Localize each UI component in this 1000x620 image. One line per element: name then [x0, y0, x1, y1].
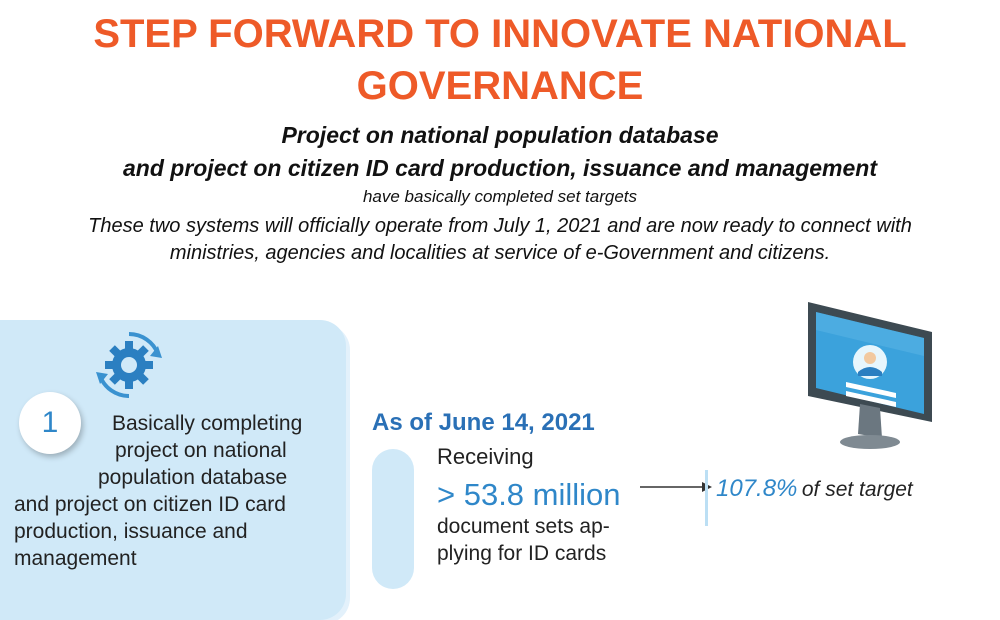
percent-of-target — [716, 477, 913, 501]
percent-value: 107.8% — [716, 475, 798, 502]
page-title-line2: GOVERNANCE — [356, 64, 644, 108]
gear-refresh-icon — [92, 328, 166, 402]
document-sets-desc-line2: plying for ID cards — [437, 542, 607, 565]
as-of-date: As of June 14, 2021 — [372, 409, 595, 436]
divider-line — [705, 470, 708, 526]
step-text-line1: Basically completing — [112, 412, 303, 435]
step-text-line3: population database — [98, 466, 288, 489]
subtitle-line3: have basically completed set targets — [362, 187, 638, 206]
subtitle-bold-line1: Project on national population database — [281, 122, 719, 148]
subtitle-line4: These two systems will officially operate from July 1, 2021 and are now ready to connect with — [88, 215, 912, 237]
receiving-label: Receiving — [437, 444, 534, 469]
arrow-right-icon — [640, 480, 712, 494]
computer-monitor-user-icon — [800, 296, 940, 456]
subtitle-bold-line2: and project on citizen ID card production, issuance and management — [122, 155, 878, 181]
subtitle-line5: ministries, agencies and localities at service of e-Government and citizens. — [169, 242, 831, 264]
step-text-line2: project on national — [115, 439, 287, 462]
document-sets-desc-line1: document sets ap- — [437, 515, 610, 538]
page-title-line1: STEP FORWARD TO INNOVATE NATIONAL — [93, 12, 907, 56]
timeline-bar — [372, 449, 414, 589]
step-text-line6: management — [14, 547, 137, 570]
step-number-badge: 1 — [19, 392, 81, 454]
step-text-line5: production, issuance and — [14, 520, 248, 543]
percent-label: of set target — [801, 478, 913, 501]
document-sets-value: > 53.8 million — [437, 477, 621, 512]
step-text-line4: and project on citizen ID card — [14, 493, 286, 516]
